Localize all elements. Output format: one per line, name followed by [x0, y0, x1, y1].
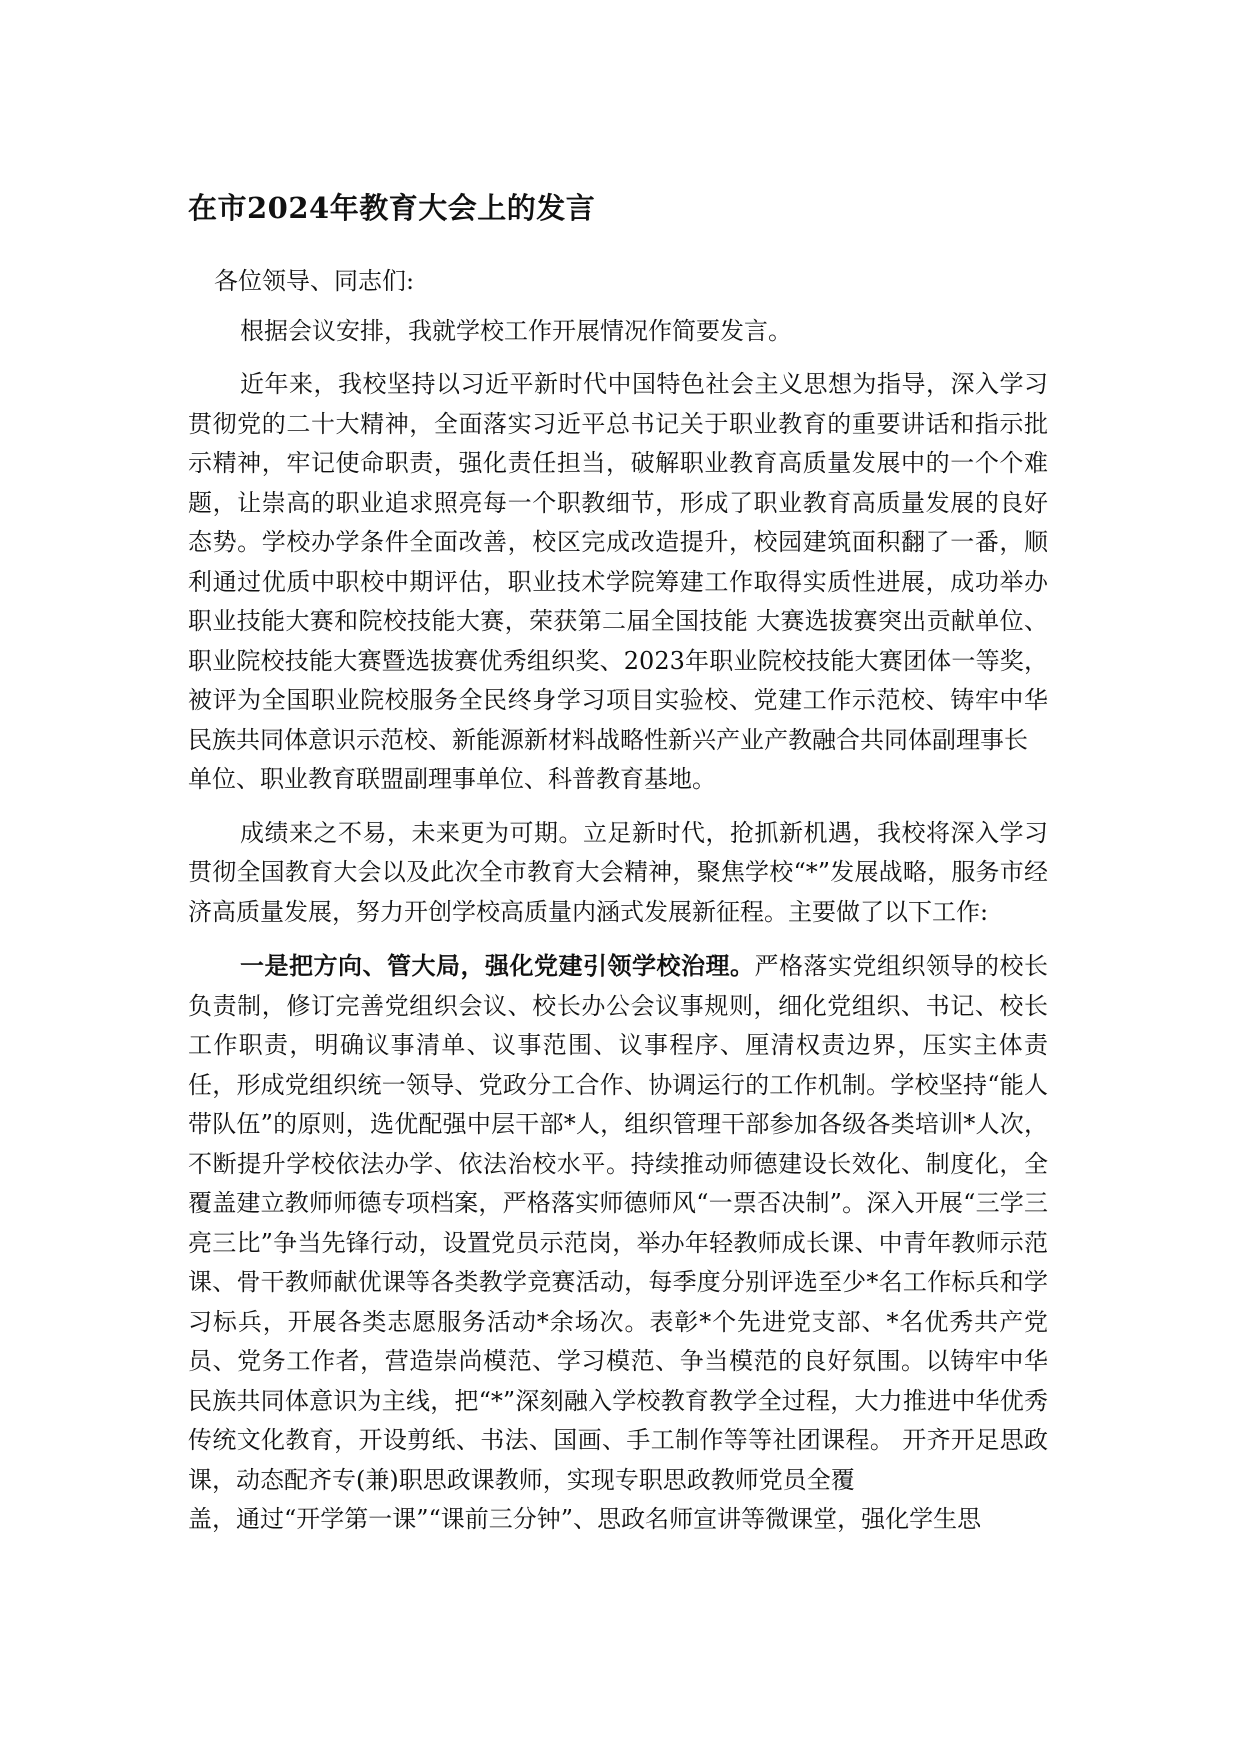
document-body	[188, 262, 1048, 1540]
outlook-paragraph: 成绩来之不易，未来更为可期。立足新时代，抢抓新机遇，我校将深入学习贯彻全国教育大会以及此次全市教育大会精神，聚焦学校“*”发展战略，服务市经济高质量发展，努力开创学校高质量内涵式发展新征程。主要做了以下工作:	[188, 818, 1048, 926]
work-item-one-body: 严格落实党组织领导的校长负责制，修订完善党组织会议、校长办公会议事规则，细化党组织、书记、校长工作职责，明确议事清单、议事范围、议事程序、厘清权责边界，压实主体责任，形成党组织统一领导、党政分工合作、协调运行的工作机制。学校坚持“能人带队伍”的原则，选优配强中层干部*人，组织管理干部参加各级各类培训*人次，不断提升学校依法办学、依法治校水平。持续推动师德建设长效化、制度化，全覆盖建立教师师德专项档案，严格落实师德师风“一票否决制”。深入开展“三学三亮三比”争当先锋行动，设置党员示范岗，举办年轻教师成长课、中青年教师示范课、骨干教师献优课等各类教学竞赛活动，每季度分别评选至少*名工作标兵和学习标兵，开展各类志愿服务活动*余场次。表彰*个先进党支部、*名优秀共产党员、党务工作者，营造崇尚模范、学习模范、争当模范的良好氛围。以铸牢中华民族共同体意识为主线，把“*”深刻融入学校教育教学全过程，大力推进中华优秀传统文化教育，开设剪纸、书法、国画、手工制作等等社团课程。 开齐开足思政课，动态配齐专(兼)职思政课教师，实现专职思政教师党员全覆	[188, 952, 1048, 1494]
work-item-one-tail: 盖，通过“开学第一课”“课前三分钟”、思政名师宣讲等微课堂，强化学生思	[188, 1505, 982, 1533]
document-title: 在市2024年教育大会上的发言	[188, 191, 596, 225]
achievements-paragraph-tail: 单位、职业教育联盟副理事单位、科普教育基地。	[188, 765, 716, 793]
work-item-one-paragraph	[188, 946, 1048, 1500]
intro-paragraph: 根据会议安排，我就学校工作开展情况作简要发言。	[240, 316, 792, 345]
achievements-paragraph: 近年来，我校坚持以习近平新时代中国特色社会主义思想为指导，深入学习贯彻党的二十大精神，全面落实习近平总书记关于职业教育的重要讲话和指示批示精神，牢记使命职责，强化责任担当，破解职业教育高质量发展中的一个个难题，让崇高的职业追求照亮每一个职教细节，形成了职业教育高质量发展的良好态势。学校办学条件全面改善，校区完成改造提升，校园建筑面积翻了一番，顺利通过优质中职校中期评估，职业技术学院筹建工作取得实质性进展，成功举办职业技能大赛和院校技能大赛，荣获第二届全国技能 大赛选拔赛突出贡献单位、 职业院校技能大赛暨选拔赛优秀组织奖、2023年职业院校技能大赛团体一等奖， 被评为全国职业院校服务全民终身学习项目实验校、党建工作示范校、铸牢中华 民族共同体意识示范校、新能源新材料战略性新兴产业产教融合共同体副理事长	[188, 370, 1048, 754]
work-item-one-heading: 一是把方向、管大局，强化党建引领学校治理。	[240, 951, 755, 980]
salutation: 各位领导、同志们:	[214, 267, 415, 295]
